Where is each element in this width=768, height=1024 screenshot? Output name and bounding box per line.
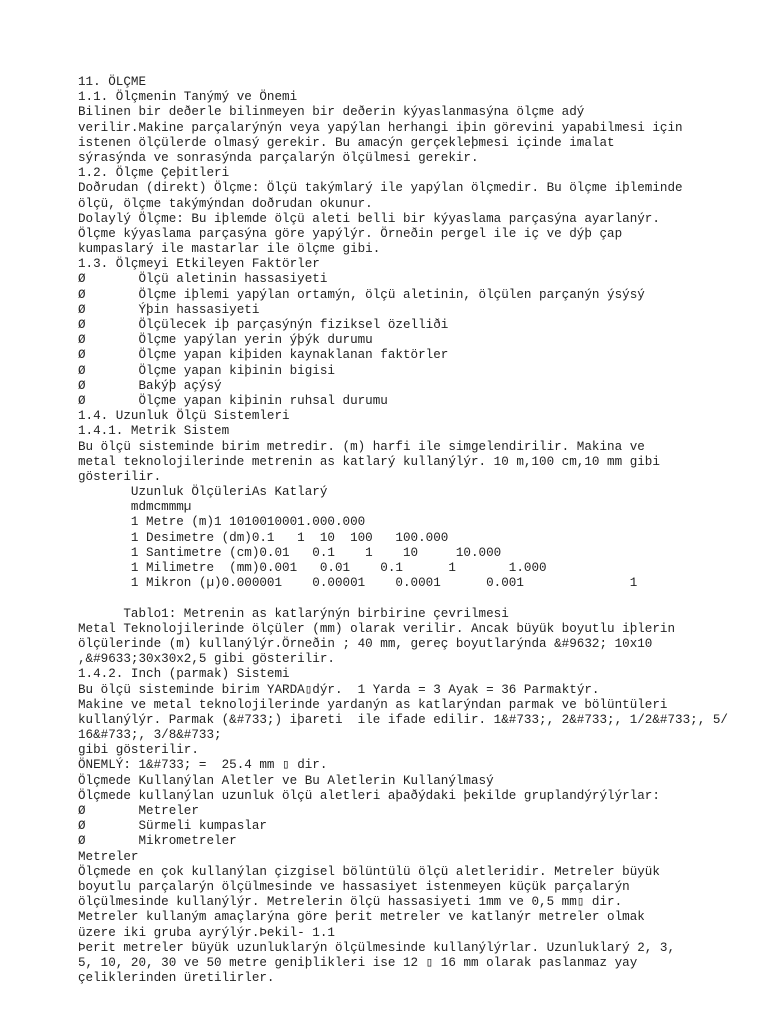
- text-line: Ölçme kýyaslama parçasýna göre yapýlýr. Örneðin pergel ile iç ve dýþ çap: [78, 226, 623, 241]
- text-line: Ø Ýþin hassasiyeti: [78, 302, 260, 317]
- text-line: 1 Desimetre (dm)0.1 1 10 100 100.000: [78, 530, 449, 545]
- text-line: mdmcmmmµ: [78, 500, 192, 515]
- text-line: Ø Ölçülecek iþ parçasýnýn fiziksel özelliði: [78, 318, 449, 332]
- text-line: Doðrudan (direkt) Ölçme: Ölçü takýmlarý ile yapýlan ölçmedir. Bu ölçme iþleminde: [78, 181, 683, 196]
- text-line: 1.1. Ölçmenin Tanýmý ve Önemi: [78, 90, 298, 105]
- text-line: Metreler kullaným amaçlarýna göre þerit metreler ve katlanýr metreler olmak: [78, 910, 645, 925]
- text-line: Ø Bakýþ açýsý: [78, 378, 222, 393]
- text-line: Ø Sürmeli kumpaslar: [78, 819, 267, 834]
- text-line: üzere iki gruba ayrýlýr.Þekil- 1.1: [78, 925, 335, 940]
- text-line: istenen ölçülerde olmasý gerekir. Bu amacýn gerçekleþmesi içinde imalat: [78, 135, 615, 150]
- text-line: gibi gösterilir.: [78, 743, 199, 758]
- text-line: kumpaslarý ile mastarlar ile ölçme gibi.: [78, 242, 381, 257]
- text-line: 1.4.1. Metrik Sistem: [78, 424, 230, 439]
- text-line: 1 Metre (m)1 1010010001.000.000: [78, 515, 366, 530]
- text-line: çeliklerinden üretilirler.: [78, 971, 275, 986]
- text-line: Ø Ölçme yapýlan yerin ýþýk durumu: [78, 333, 373, 348]
- text-line: Ø Ölçme yapan kiþiden kaynaklanan faktörler: [78, 348, 449, 363]
- text-line: kullanýlýr. Parmak (&#733;) iþareti ile ifade edilir. 1&#733;, 2&#733;, 1/2&#733;, 5/: [78, 712, 728, 727]
- text-line: 1.4.2. Inch (parmak) Sistemi: [78, 667, 290, 682]
- document-body: [78, 75, 758, 986]
- text-line: Tablo1: Metrenin as katlarýnýn birbirine çevrilmesi: [78, 606, 509, 621]
- text-line: Makine ve metal teknolojilerinde yardanýn as katlarýndan parmak ve bölüntüleri: [78, 697, 668, 712]
- text-line: Dolaylý Ölçme: Bu iþlemde ölçü aleti belli bir kýyaslama parçasýna ayarlanýr.: [78, 211, 660, 226]
- text-line: 1 Mikron (µ)0.000001 0.00001 0.0001 0.001 1: [78, 576, 638, 591]
- text-line: Metal Teknolojilerinde ölçüler (mm) olarak verilir. Ancak büyük boyutlu iþlerin: [78, 621, 676, 636]
- text-line: Uzunluk ÖlçüleriAs Katlarý: [78, 485, 328, 500]
- text-line: Ø Mikrometreler: [78, 834, 237, 849]
- text-line: ölçülerinde (m) kullanýlýr.Örneðin ; 40 mm, gereç boyutlarýnda &#9632; 10x10: [78, 636, 653, 651]
- text-line: ölçülmesinde kullanýlýr. Metrelerin ölçü hassasiyeti 1mm ve 0,5 mm▯ dir.: [78, 895, 623, 910]
- text-line: sýrasýnda ve sonrasýnda parçalarýn ölçülmesi gerekir.: [78, 150, 479, 165]
- text-line: Metreler: [78, 849, 139, 864]
- text-line: Ø Ölçü aletinin hassasiyeti: [78, 272, 328, 287]
- text-line: gösterilir.: [78, 469, 162, 484]
- text-line: ölçü, ölçme takýmýndan doðrudan okunur.: [78, 196, 373, 211]
- text-line: 1 Milimetre (mm)0.001 0.01 0.1 1 1.000: [78, 561, 547, 575]
- text-line: ,&#9633;30x30x2,5 gibi gösterilir.: [78, 652, 335, 667]
- text-line: boyutlu parçalarýn ölçülmesinde ve hassasiyet istenmeyen küçük parçalarýn: [78, 879, 630, 894]
- text-line: 1.2. Ölçme Çeþitleri: [78, 166, 230, 181]
- text-line: [78, 591, 758, 606]
- text-line: metal teknolojilerinde metrenin as katlarý kullanýlýr. 10 m,100 cm,10 mm gibi: [78, 454, 660, 469]
- text-line: Ø Ölçme yapan kiþinin ruhsal durumu: [78, 393, 388, 408]
- text-line: 1.3. Ölçmeyi Etkileyen Faktörler: [78, 257, 320, 272]
- text-line: 5, 10, 20, 30 ve 50 metre geniþlikleri ise 12 ▯ 16 mm olarak paslanmaz yay: [78, 955, 638, 970]
- text-line: 1 Santimetre (cm)0.01 0.1 1 10 10.000: [78, 545, 502, 560]
- text-line: 11. ÖLÇME: [78, 75, 147, 89]
- text-line: ÖNEMLÝ: 1&#733; = 25.4 mm ▯ dir.: [78, 758, 328, 773]
- text-line: Bilinen bir deðerle bilinmeyen bir deðerin kýyaslanmasýna ölçme adý: [78, 105, 585, 120]
- text-line: verilir.Makine parçalarýnýn veya yapýlan herhangi iþin görevini yapabilmesi için: [78, 120, 683, 135]
- text-line: Ölçmede Kullanýlan Aletler ve Bu Aletlerin Kullanýlmasý: [78, 773, 494, 788]
- text-line: Ø Metreler: [78, 804, 199, 818]
- text-line: Ölçmede en çok kullanýlan çizgisel bölüntülü ölçü aletleridir. Metreler büyük: [78, 864, 660, 879]
- text-line: Ø Ölçme iþlemi yapýlan ortamýn, ölçü aletinin, ölçülen parçanýn ýsýsý: [78, 287, 645, 302]
- text-line: Þerit metreler büyük uzunluklarýn ölçülmesinde kullanýlýrlar. Uzunluklarý 2, 3,: [78, 940, 676, 955]
- text-line: Ölçmede kullanýlan uzunluk ölçü aletleri aþaðýdaki þekilde gruplandýrýlýrlar:: [78, 788, 660, 803]
- text-line: Bu ölçü sisteminde birim YARDA▯dýr. 1 Yarda = 3 Ayak = 36 Parmaktýr.: [78, 682, 600, 697]
- text-line: Ø Ölçme yapan kiþinin bigisi: [78, 363, 335, 378]
- text-line: Bu ölçü sisteminde birim metredir. (m) harfi ile simgelendirilir. Makina ve: [78, 439, 645, 454]
- text-line: 1.4. Uzunluk Ölçü Sistemleri: [78, 409, 290, 424]
- text-line: 16&#733;, 3/8&#733;: [78, 728, 222, 743]
